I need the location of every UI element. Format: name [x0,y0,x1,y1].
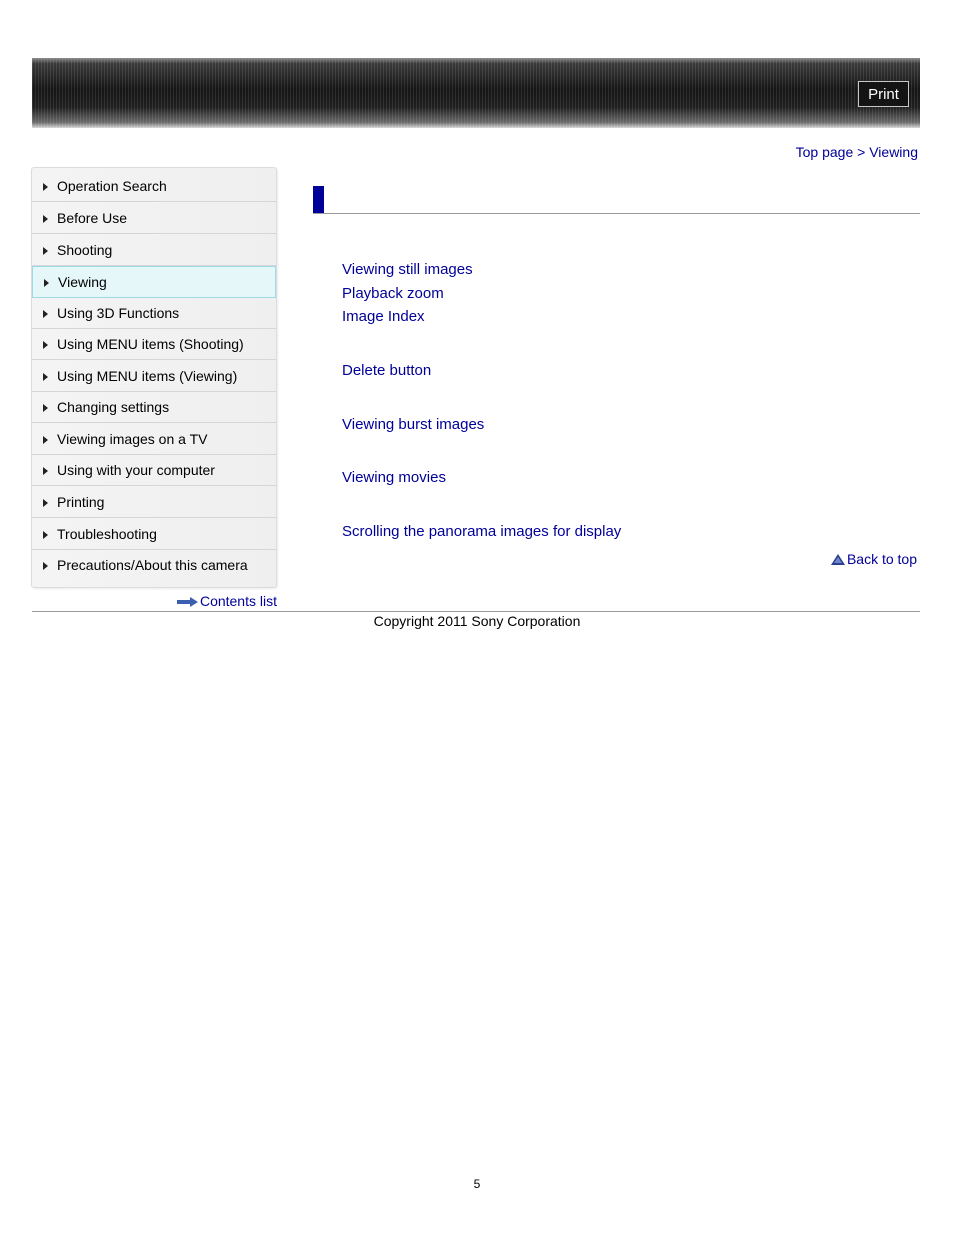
sidebar-item-shooting[interactable] [32,235,276,266]
triangle-right-icon [43,436,48,444]
breadcrumb [796,144,918,160]
sidebar-item-label: Viewing images on a TV [57,431,208,447]
sidebar-item-label: Using 3D Functions [57,305,180,321]
sidebar-item-label: Shooting [57,242,113,258]
arrow-right-icon [177,597,198,607]
triangle-right-icon [43,404,48,412]
sidebar-item-label: Viewing [58,274,107,290]
sidebar-item-printing[interactable] [32,487,276,518]
print-button[interactable]: Print [858,81,909,107]
back-to-top-link[interactable] [831,551,917,567]
link-playback-zoom[interactable]: Playback zoom [342,285,444,302]
sidebar-item-label: Printing [57,494,105,510]
breadcrumb-top-page[interactable]: Top page [795,144,854,160]
sidebar-item-using-computer[interactable] [32,455,276,486]
triangle-right-icon [43,467,48,475]
sidebar-item-viewing[interactable] [32,266,276,298]
triangle-right-icon [43,183,48,191]
sidebar-item-label: Using MENU items (Shooting) [57,336,244,352]
sidebar-item-precautions[interactable] [32,550,276,581]
sidebar-item-label: Using with your computer [57,462,215,478]
page-title-underline [313,213,920,214]
sidebar-item-label: Before Use [57,210,128,226]
triangle-right-icon [43,373,48,381]
sidebar-item-label: Operation Search [57,178,167,194]
triangle-right-icon [43,215,48,223]
triangle-right-icon [43,499,48,507]
link-viewing-movies[interactable]: Viewing movies [342,469,446,486]
sidebar-item-viewing-tv[interactable] [32,424,276,455]
footer-divider [32,611,920,612]
sidebar-item-operation-search[interactable] [32,171,276,202]
sidebar [31,167,277,588]
contents-list-label: Contents list [199,593,277,609]
back-to-top-label: Back to top [846,551,917,567]
link-viewing-still-images[interactable]: Viewing still images [342,261,473,278]
link-image-index[interactable]: Image Index [342,308,425,325]
sidebar-item-label: Precautions/About this camera [57,557,248,573]
breadcrumb-current[interactable]: Viewing [869,144,918,160]
header-banner [32,58,920,128]
triangle-right-icon [43,247,48,255]
sidebar-item-troubleshooting[interactable] [32,519,276,550]
link-scrolling-panorama[interactable]: Scrolling the panorama images for display [342,523,622,540]
page-title-marker [313,186,324,214]
triangle-right-icon [43,531,48,539]
sidebar-item-label: Changing settings [57,399,170,415]
sidebar-item-changing-settings[interactable] [32,392,276,423]
link-delete-button[interactable]: Delete button [342,362,432,379]
triangle-right-icon [43,562,48,570]
copyright-text: Copyright 2011 Sony Corporation [373,613,581,629]
sidebar-item-before-use[interactable] [32,203,276,234]
link-viewing-burst-images[interactable]: Viewing burst images [342,416,485,433]
sidebar-item-menu-viewing[interactable] [32,361,276,392]
triangle-right-icon [44,279,49,287]
page-number: 5 [473,1177,481,1191]
contents-list-link[interactable] [177,593,277,609]
sidebar-item-using-3d-functions[interactable] [32,298,276,329]
triangle-right-icon [43,310,48,318]
sidebar-item-label: Using MENU items (Viewing) [57,368,238,384]
triangle-up-icon [831,554,845,565]
breadcrumb-separator: > [857,144,866,160]
triangle-right-icon [43,341,48,349]
sidebar-item-menu-shooting[interactable] [32,329,276,360]
sidebar-item-label: Troubleshooting [57,526,157,542]
